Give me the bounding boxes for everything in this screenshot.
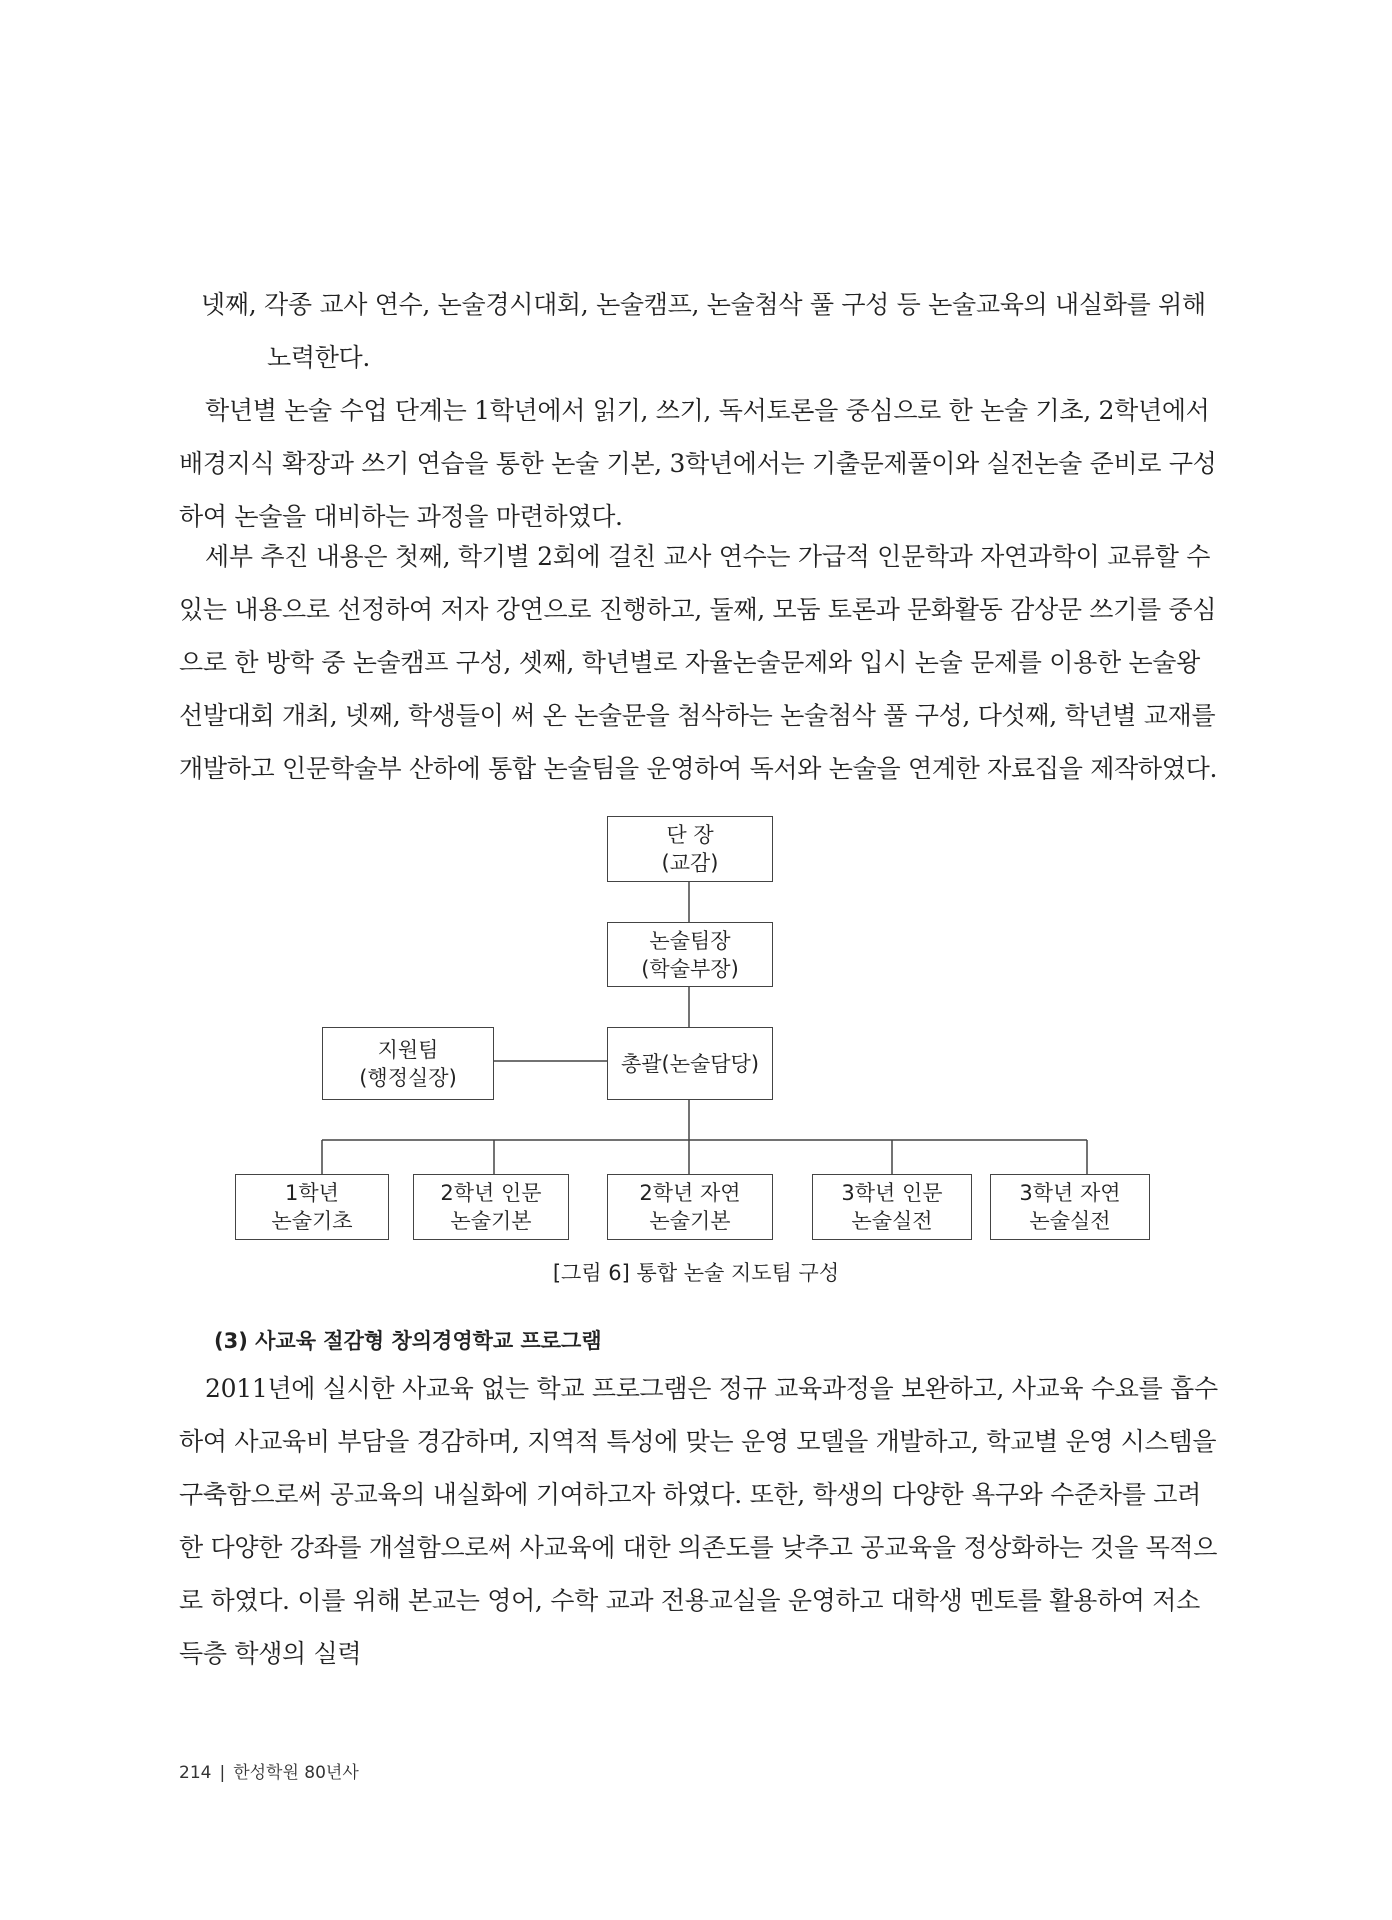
org-box-unit-1	[235, 1174, 389, 1240]
org-box-support	[322, 1027, 494, 1100]
org-box-unit-grade: 2학년 자연	[639, 1181, 741, 1205]
paragraph-4: 2011년에 실시한 사교육 없는 학교 프로그램은 정규 교육과정을 보완하고, 사교육 수요를 흡수하여 사교육비 부담을 경감하며, 지역적 특성에 맞는 운영 모델을 개발하고, 학교별 운영 시스템을 구축함으로써 공교육의 내실화에 기여하고자 하였다. 또한, 학생의 다양한 욕구와 수준차를 고려한 다양한 강좌를 개설함으로써 사교육에 대한 의존도를 낮추고 공교육을 정상화하는 것을 목적으로 하였다. 이를 위해 본교는 영어, 수학 교과 전용교실을 운영하고 대학생 멘토를 활용하여 저소득층 학생의 실력	[179, 1374, 1218, 1668]
org-box-unit-level: 논술실전	[1029, 1209, 1111, 1233]
org-box-unit-3	[607, 1174, 773, 1240]
org-box-team-leader	[607, 922, 773, 987]
org-box-unit-level: 논술실전	[851, 1209, 933, 1233]
org-box-unit-4	[812, 1174, 972, 1240]
org-box-head-role: (교감)	[661, 851, 719, 875]
org-box-unit-2	[413, 1174, 569, 1240]
org-box-head-title: 단 장	[666, 823, 714, 847]
paragraph-3: 세부 추진 내용은 첫째, 학기별 2회에 걸친 교사 연수는 가급적 인문학과 자연과학이 교류할 수 있는 내용으로 선정하여 저자 강연으로 진행하고, 둘째, 모둠 토론과 문화활동 감상문 쓰기를 중심으로 한 방학 중 논술캠프 구성, 셋째, 학년별로 자율논술문제와 입시 논술 문제를 이용한 논술왕 선발대회 개최, 넷째, 학생들이 써 온 논술문을 첨삭하는 논술첨삭 풀 구성, 다섯째, 학년별 교재를 개발하고 인문학술부 산하에 통합 논술팀을 운영하여 독서와 논술을 연계한 자료집을 제작하였다.	[179, 542, 1218, 783]
org-box-general	[607, 1027, 773, 1100]
org-box-unit-grade: 3학년 자연	[1019, 1181, 1121, 1205]
figure-caption: [그림 6] 통합 논술 지도팀 구성	[552, 1261, 840, 1285]
section-heading: (3) 사교육 절감형 창의경영학교 프로그램	[214, 1329, 602, 1353]
org-box-unit-level: 논술기본	[649, 1209, 731, 1233]
org-box-unit-level: 논술기초	[271, 1209, 353, 1233]
org-box-unit-level: 논술기본	[450, 1209, 532, 1233]
org-box-head	[607, 816, 773, 882]
paragraph-2: 학년별 논술 수업 단계는 1학년에서 읽기, 쓰기, 독서토론을 중심으로 한 논술 기초, 2학년에서 배경지식 확장과 쓰기 연습을 통한 논술 기본, 3학년에서는 기출문제풀이와 실전논술 준비로 구성하여 논술을 대비하는 과정을 마련하였다.	[179, 396, 1217, 531]
paragraph-1: 넷째, 각종 교사 연수, 논술경시대회, 논술캠프, 논술첨삭 풀 구성 등 논술교육의 내실화를 위해 노력한다.	[201, 290, 1206, 372]
org-box-team-leader-role: (학술부장)	[641, 956, 739, 981]
page-number: 214	[179, 1763, 212, 1783]
footer-separator: |	[219, 1763, 226, 1783]
org-box-unit-grade: 3학년 인문	[841, 1181, 943, 1205]
org-box-unit-grade: 1학년	[285, 1181, 339, 1205]
org-box-support-title: 지원팀	[377, 1037, 439, 1062]
org-box-support-role: (행정실장)	[359, 1065, 457, 1090]
org-box-unit-grade: 2학년 인문	[440, 1181, 542, 1205]
org-box-team-leader-title: 논술팀장	[649, 928, 731, 953]
book-title: 한성학원 80년사	[233, 1763, 359, 1783]
page-footer	[179, 1758, 359, 1783]
org-box-unit-5	[990, 1174, 1150, 1240]
org-box-general-title: 총괄(논술담당)	[620, 1051, 760, 1076]
